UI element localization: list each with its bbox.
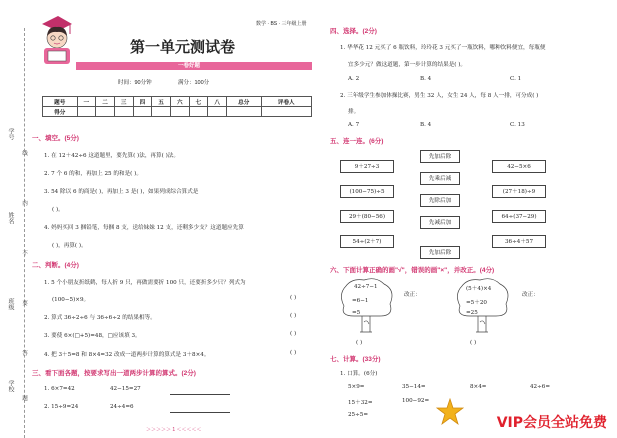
calc-item: 35−14=: [402, 384, 426, 390]
girl-mascot-icon: [36, 14, 76, 66]
match-left[interactable]: (100−75)÷5: [340, 185, 394, 198]
match-right[interactable]: 42−5×6: [492, 160, 546, 173]
match-left[interactable]: 29＋(80−56): [340, 210, 394, 223]
sec2-line: 4. 把 3＋5=8 和 8×4=32 改成一道两步计算的算式是 3＋8×4。: [44, 352, 210, 358]
calc-item: 5×9=: [348, 384, 365, 390]
sec5-title: 五、连一连。(6分): [330, 138, 384, 145]
match-mid[interactable]: 先乘后减: [420, 172, 460, 185]
match-right[interactable]: 64÷(37−29): [492, 210, 546, 223]
sec1-line: 1. 在 12＋42÷6 这道题里，要先算( )法，再算( )法。: [44, 153, 179, 159]
sec3-eq: 2. 15÷9=24: [44, 404, 79, 410]
calc-item: 25÷5=: [348, 412, 369, 418]
sec1-title: 一、填空。(5分): [32, 135, 79, 142]
tree2-line: =25: [466, 310, 478, 316]
subtitle: 一卷好题: [178, 63, 201, 69]
match-left[interactable]: 54÷(2＋7): [340, 235, 394, 248]
score-table: [42, 96, 312, 117]
table-row: 得分: [43, 107, 312, 117]
sec2-line: (100−5)×9。: [52, 297, 90, 303]
tree1-line: 42÷7−1: [354, 284, 378, 290]
sec1-line: 4. 妈妈买回 3 捆铅笔，每捆 8 支，送给妹妹 12 支，还剩多少支？这道题应先算: [44, 225, 244, 231]
calc-item: 15＋32=: [348, 400, 373, 406]
sec4-line: 2. 三年级学生参加体操比赛，男生 32 人，女生 24 人，每 8 人一排，可分成( ): [340, 93, 539, 99]
sec2-line: 2. 算式 36÷2÷6 与 36÷6÷2 的结果相等。: [44, 315, 156, 321]
side-label-school: 学校: [7, 380, 14, 392]
sec4-line: 排。: [348, 109, 360, 115]
sec1-line: ( )，再算( )。: [52, 243, 87, 249]
calc-item: 8×4=: [470, 384, 487, 390]
sec7-title: 七、计算。(33分): [330, 356, 381, 363]
sec1-line: ( )。: [52, 207, 64, 213]
subject-label: 数学 · BS · 三年级上册: [256, 21, 307, 27]
watermark: VIP会员全站免费: [496, 415, 607, 431]
sec4-line: 1. 华华花 12 元买了 6 瓶饮料，玲玲花 3 元买了一瓶饮料，哪种饮料便宜，每瓶便: [340, 45, 546, 51]
binding-char: 答: [21, 350, 27, 356]
calc-item: 42÷6=: [530, 384, 551, 390]
side-label-class: 班级: [7, 298, 14, 310]
sec3-eq: 1. 6×7=42: [44, 386, 75, 392]
fix-label: 改正：: [522, 292, 539, 298]
tree1-line: =5: [352, 310, 361, 316]
judge-paren[interactable]: ( ): [356, 340, 363, 346]
match-left[interactable]: 9＋27÷3: [340, 160, 394, 173]
binding-char: 不: [21, 250, 27, 256]
tree1-line: =6−1: [352, 298, 369, 304]
side-label-name: 姓名: [7, 212, 14, 224]
page-footer: ＞＞＞＞＞ 1 ＜＜＜＜＜: [146, 427, 202, 433]
sec6-title: 六、下面计算正确的画"√"，错误的画"×"，并改正。(4分): [330, 267, 495, 274]
option[interactable]: A. 2: [348, 76, 360, 82]
sec2-line: 3. 要使 6×(□+5)=48，□应该填 3。: [44, 333, 141, 339]
judge-paren[interactable]: ( ): [290, 313, 297, 319]
option[interactable]: C. 13: [510, 122, 525, 128]
binding-char: 要: [21, 300, 27, 306]
judge-paren[interactable]: ( ): [470, 340, 477, 346]
match-mid[interactable]: 先除后加: [420, 194, 460, 207]
sec4-line: 宜多少元？做这道题，第一步计算的结果是( )。: [348, 62, 467, 68]
option[interactable]: B. 4: [420, 122, 432, 128]
match-right[interactable]: (27＋18)÷9: [492, 185, 546, 198]
match-mid[interactable]: 先加后除: [420, 246, 460, 259]
page-title: 第一单元测试卷: [130, 39, 236, 56]
option[interactable]: A. 7: [348, 122, 360, 128]
judge-paren[interactable]: ( ): [290, 295, 297, 301]
fix-label: 改正：: [404, 292, 421, 298]
match-mid[interactable]: 先加后除: [420, 150, 460, 163]
tree2-line: (5＋4)×4: [466, 286, 492, 292]
sec1-line: 2. 7 个 6 的和，再加上 25 的和是( )。: [44, 171, 142, 177]
vip-logo-icon: [436, 398, 464, 426]
binding-line: [24, 28, 25, 438]
sec1-line: 3. 54 除以 6 的商是( )，再加上 3 是( )，如果列成综合算式是: [44, 189, 199, 195]
tree2-line: =5＋20: [466, 300, 487, 306]
calc-item: 100−92=: [402, 398, 430, 404]
sec2-title: 二、判断。(4分): [32, 262, 79, 269]
binding-char: 题: [21, 395, 27, 401]
option[interactable]: C. 1: [510, 76, 522, 82]
sec3-title: 三、看下面各题，按要求写出一道两步计算的算式。(2分): [32, 370, 196, 377]
judge-paren[interactable]: ( ): [290, 350, 297, 356]
option[interactable]: B. 4: [420, 76, 432, 82]
table-row: 题号 一 二 三 四 五 六 七 八 总分 评卷人: [43, 97, 312, 107]
match-mid[interactable]: 先减后加: [420, 216, 460, 229]
binding-char: 内: [21, 200, 27, 206]
binding-char: 线: [21, 150, 27, 156]
sec3-eq: 42−15=27: [110, 386, 141, 392]
sec7-sub: 1. 口算。(6分): [340, 371, 378, 377]
judge-paren[interactable]: ( ): [290, 331, 297, 337]
time-label: 时间：90分钟: [118, 80, 152, 86]
match-right[interactable]: 36÷4＋57: [492, 235, 546, 248]
side-label-id: 学号: [7, 128, 14, 140]
sec3-eq: 24÷4=6: [110, 404, 134, 410]
answer-line[interactable]: [170, 412, 230, 413]
sec2-line: 1. 5 个小朋友折纸鹤，每人折 9 只，再做需要折 100 只，还要折多少只？列式为: [44, 280, 246, 286]
sec4-title: 四、选择。(2分): [330, 28, 377, 35]
score-label: 满分：100分: [178, 80, 210, 86]
answer-line[interactable]: [170, 394, 230, 395]
